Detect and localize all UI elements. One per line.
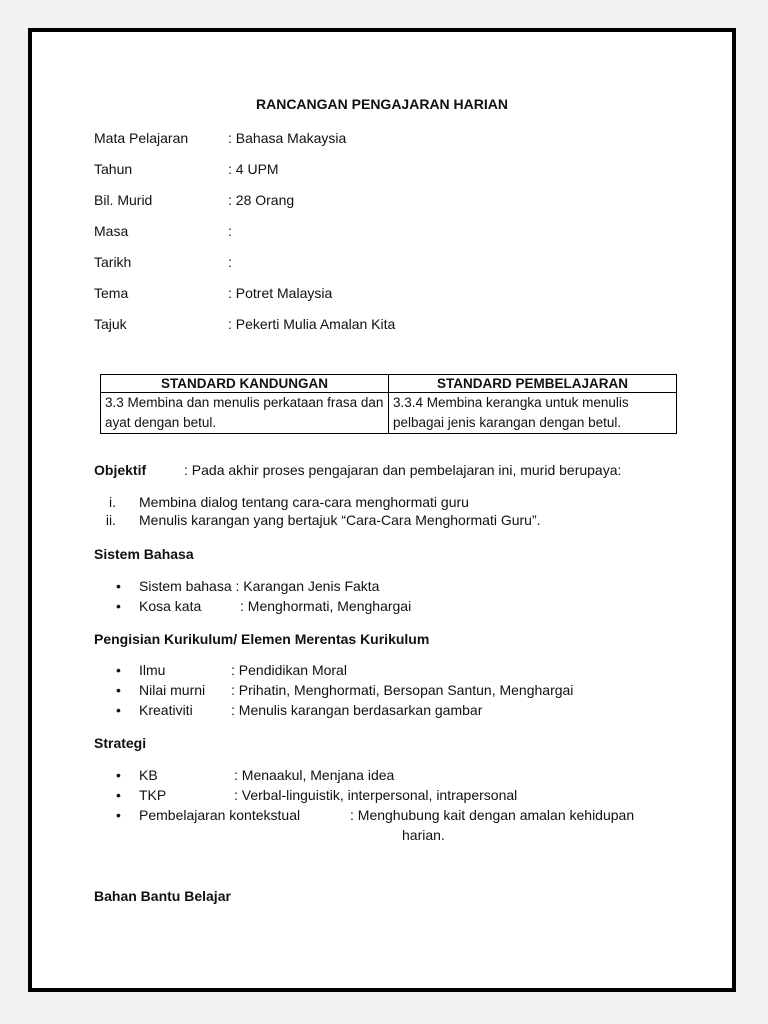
info-value: : Potret Malaysia	[228, 285, 333, 301]
item-value: : Pendidikan Moral	[231, 662, 347, 678]
bullet-icon: •	[116, 702, 121, 718]
item-label: Sistem bahasa : Karangan Jenis Fakta	[139, 578, 380, 594]
info-label: Tarikh	[94, 254, 132, 270]
info-label: Tajuk	[94, 316, 127, 332]
info-label: Tema	[94, 285, 129, 301]
bullet-icon: •	[116, 807, 121, 823]
item-value: : Verbal-linguistik, interpersonal, intrapersonal	[234, 787, 518, 803]
item-label: KB	[139, 767, 158, 783]
bullet-icon: •	[116, 767, 121, 783]
item-value: : Menaakul, Menjana idea	[234, 767, 395, 783]
objektif-label: Objektif	[94, 462, 147, 478]
item-value: : Prihatin, Menghormati, Bersopan Santun, Menghargai	[231, 682, 574, 698]
info-value: :	[228, 223, 232, 239]
item-value-continuation: harian.	[402, 827, 445, 843]
bullet-icon: •	[116, 578, 121, 594]
item-value: : Menulis karangan berdasarkan gambar	[231, 702, 483, 718]
list-text: Menulis karangan yang bertajuk “Cara-Cara Menghormati Guru”.	[139, 512, 541, 528]
heading-bahan-bantu-belajar: Bahan Bantu Belajar	[94, 888, 231, 904]
bullet-icon: •	[116, 682, 121, 698]
list-number: i.	[109, 494, 116, 510]
bullet-icon: •	[116, 662, 121, 678]
item-value: : Menghormati, Menghargai	[240, 598, 412, 614]
bullet-icon: •	[116, 787, 121, 803]
item-value: : Menghubung kait dengan amalan kehidupan	[350, 807, 635, 823]
objektif-line	[94, 462, 621, 478]
info-value: : 4 UPM	[228, 161, 279, 177]
heading-pengisian-kurikulum: Pengisian Kurikulum/ Elemen Merentas Kurikulum	[94, 631, 430, 647]
info-label: Masa	[94, 223, 129, 239]
document-title: RANCANGAN PENGAJARAN HARIAN	[255, 96, 508, 112]
item-label: Ilmu	[139, 662, 166, 678]
info-value: : Bahasa Makaysia	[228, 130, 347, 146]
standards-table	[100, 374, 677, 434]
item-label: Kosa kata	[139, 598, 202, 614]
header-standard-pembelajaran: STANDARD PEMBELAJARAN	[389, 375, 677, 393]
bullet-icon: •	[116, 598, 121, 614]
objektif-text: : Pada akhir proses pengajaran dan pembelajaran ini, murid berupaya:	[184, 462, 622, 478]
document-page	[28, 28, 736, 992]
list-text: Membina dialog tentang cara-cara menghormati guru	[139, 494, 469, 510]
header-standard-kandungan: STANDARD KANDUNGAN	[101, 375, 389, 393]
table-header-row	[101, 375, 677, 393]
table-row	[101, 393, 677, 434]
cell-standard-kandungan: 3.3 Membina dan menulis perkataan frasa dan ayat dengan betul.	[101, 393, 389, 434]
item-label: Pembelajaran kontekstual	[139, 807, 301, 823]
item-label: Kreativiti	[139, 702, 193, 718]
heading-sistem-bahasa: Sistem Bahasa	[94, 546, 194, 562]
info-value: : 28 Orang	[228, 192, 295, 208]
item-label: Nilai murni	[139, 682, 206, 698]
list-number: ii.	[105, 512, 116, 528]
info-value: : Pekerti Mulia Amalan Kita	[228, 316, 396, 332]
info-label: Mata Pelajaran	[94, 130, 189, 146]
item-label: TKP	[139, 787, 167, 803]
info-label: Tahun	[94, 161, 133, 177]
heading-strategi: Strategi	[94, 735, 147, 751]
info-label: Bil. Murid	[94, 192, 153, 208]
info-value: :	[228, 254, 232, 270]
cell-standard-pembelajaran: 3.3.4 Membina kerangka untuk menulis pelbagai jenis karangan dengan betul.	[389, 393, 677, 434]
